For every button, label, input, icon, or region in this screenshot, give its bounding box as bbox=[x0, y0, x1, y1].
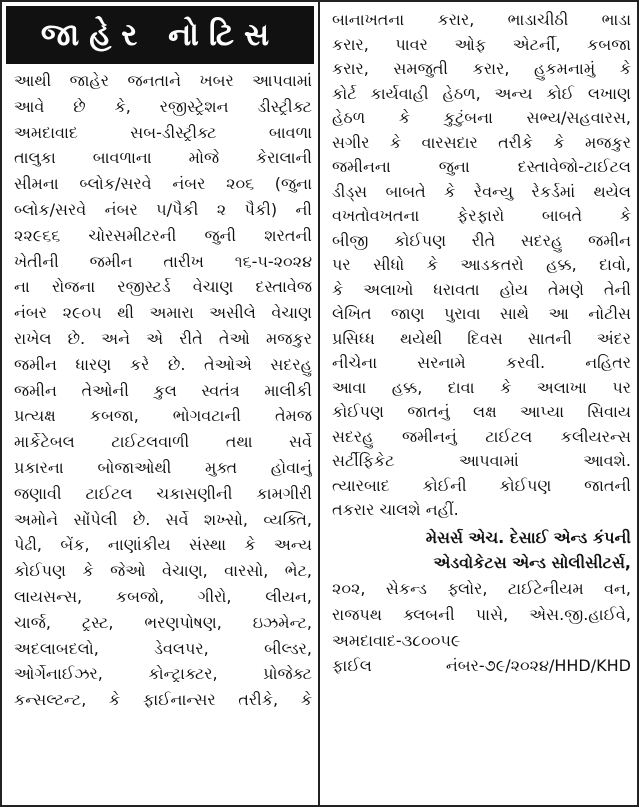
text-line: સીમના બ્લોક/સરવે નંબર ૨૦૬ (જુના bbox=[14, 174, 312, 194]
text-line: પ્રત્યક્ષ કબજા, ભોગવટાની તેમજ bbox=[14, 406, 312, 426]
address-line-2: રાજપથ ક્લબની પાસે, એસ.જી.હાઈવે, bbox=[332, 604, 631, 624]
text-line: સગીર કે વારસદાર તરીકે કે મજકુર bbox=[332, 132, 631, 152]
firm-name: મેસર્સ એચ. દેસાઈ એન્ડ કંપની bbox=[425, 527, 631, 547]
text-line: બ્લોક/સરવે નંબર ૫/પૈકી ૨ પૈકી) ની bbox=[14, 199, 312, 219]
text-line: રાખેલ છે. અને એ રીતે તેઓ મજકુર bbox=[14, 328, 312, 348]
text-line: વખતોવખતના ફેરફારો બાબતે કે bbox=[332, 206, 631, 225]
text-line: હેઠળ કે કુટુંબના સભ્ય/સહવારસ, bbox=[332, 108, 631, 127]
text-line: ચાર્જ, ટ્રસ્ટ, ભરણપોષણ, ઇઝમેન્ટ, bbox=[14, 612, 312, 632]
file-number: ફાઈલ નંબર-૭૯/૨૦૨૪/HHD/KHD bbox=[332, 656, 631, 676]
text-line: કરાર, પાવર ઓફ એટર્ની, કબજા bbox=[332, 34, 631, 54]
right-column bbox=[322, 2, 637, 805]
text-line: કોઈપણ કે જેઓ વેચાણ, વારસો, ભેટ, bbox=[14, 561, 312, 581]
text-line: લાયસન્સ, કબજો, ગીરો, લીયન, bbox=[14, 586, 312, 606]
text-line: તાલુકા બાવળાના મોજે કેરાલાની bbox=[14, 148, 312, 168]
text-line: નંબર ૨૯૦૫ થી અમારા અસીલે વેચાણ bbox=[14, 303, 312, 323]
text-line: પ્રસિધ્ધ થયેથી દિવસ સાતની અંદર bbox=[332, 328, 631, 348]
text-line: લેખિત જાણ પુરાવા સાથે આ નોટીસ bbox=[332, 304, 631, 323]
text-line: તકરાર ચાલશે નહીં. bbox=[332, 500, 459, 519]
text-line: ડીડ્સ બાબતે કે રેવન્યુ રેકર્ડમાં થયેલ bbox=[332, 181, 631, 201]
text-line: બીજી કોઈપણ રીતે સદરહુ જમીન bbox=[332, 230, 631, 250]
text-line: કન્સલ્ટન્ટ, કે ફાઈનાન્સર તરીકે, કે bbox=[14, 690, 312, 710]
left-column bbox=[2, 2, 320, 805]
text-line: અમોને સોંપેલી છે. સર્વે શખ્સો, વ્યક્તિ, bbox=[14, 509, 312, 529]
text-line: આથી જાહેર જનતાને ખબર આપવામાં bbox=[14, 71, 312, 90]
signature-block bbox=[332, 525, 631, 680]
text-line: સદરહુ જમીનનું ટાઈટલ કલીયરન્સ bbox=[332, 426, 631, 446]
text-line: અદલાબદલો, ડેવલપર, બીલ્ડર, bbox=[14, 638, 312, 658]
title-banner bbox=[6, 6, 314, 64]
text-line: સર્ટીફિકેટ આપવામાં આવશે. bbox=[332, 451, 631, 470]
text-line: જમીન ધારણ કરે છે. તેઓએ સદરહુ bbox=[14, 354, 312, 374]
notice-title: જાહેર નોટિસ bbox=[40, 16, 280, 53]
text-line: આવા હક્ક, દાવા કે અલાખા પર bbox=[332, 377, 631, 397]
text-line: ઓર્ગેનાઈઝર, કોન્ટ્રાક્ટર, પ્રોજેક્ટ bbox=[14, 664, 312, 684]
text-line: જણાવી ટાઈટલ ચકાસણીની કામગીરી bbox=[14, 483, 312, 503]
text-line: ત્યારબાદ કોઈની કોઈપણ જાતની bbox=[332, 475, 631, 495]
text-line: પેઢી, બેંક, નાણાંકીય સંસ્થા કે અન્ય bbox=[14, 535, 312, 555]
text-line: અમદાવાદ સબ-ડીસ્ટ્રીક્ટ બાવળા bbox=[14, 122, 312, 142]
text-line: જમીનના જુના દસ્તાવેજો-ટાઈટલ bbox=[332, 157, 631, 176]
text-line: કે અલાખો ધરાવતા હોય તેમણે તેની bbox=[332, 279, 631, 299]
firm-role: એડવોકેટસ એન્ડ સોલીસીટર્સ, bbox=[433, 553, 631, 573]
text-line: જમીન તેઓની કુલ સ્વતંત્ર માલીકી bbox=[14, 380, 312, 400]
address-line-3: અમદાવાદ-૩૮૦૦૫૯ bbox=[332, 630, 461, 650]
text-line: નીચેના સરનામે કરવી. નહિતર bbox=[332, 353, 631, 372]
text-line: માર્કેટેબલ ટાઈટલવાળી તથા સર્વે bbox=[14, 432, 312, 452]
text-line: પ્રકારના બોજાઓથી મુક્ત હોવાનું bbox=[14, 457, 312, 477]
text-line: બાનાખતના કરાર, ભાડાચીઠી ભાડા bbox=[332, 10, 631, 29]
text-line: કોર્ટ કાર્યવાહી હેઠળ, અન્ય કોઈ લખાણ bbox=[332, 83, 631, 103]
right-body-text bbox=[332, 8, 631, 523]
address-line-1: ૨૦૨, સેકન્ડ ફ્લોર, ટાઈટેનીયમ વન, bbox=[332, 579, 631, 599]
text-line: કરાર, સમજુતી કરાર, હુકમનામું કે bbox=[332, 59, 631, 78]
text-line: આવે છે કે, રજીસ્ટ્રેશન ડીસ્ટ્રીક્ટ bbox=[14, 96, 312, 116]
text-line: ૨૨૯૬૬ ચોરસમીટરની જુની શરતની bbox=[14, 225, 312, 245]
text-line: પર સીધો કે આડકતરો હક્ક, દાવો, bbox=[332, 255, 631, 274]
text-line: કોઈપણ જાતનું લક્ષ આપ્યા સિવાય bbox=[332, 402, 631, 421]
text-line: ના રોજના રજીસ્ટર્ડ વેચાણ દસ્તાવેજ bbox=[14, 277, 312, 297]
text-line: ખેતીની જમીન તારીખ ૧૬-૫-૨૦૨૪ bbox=[14, 251, 312, 271]
left-body-text bbox=[2, 64, 318, 713]
